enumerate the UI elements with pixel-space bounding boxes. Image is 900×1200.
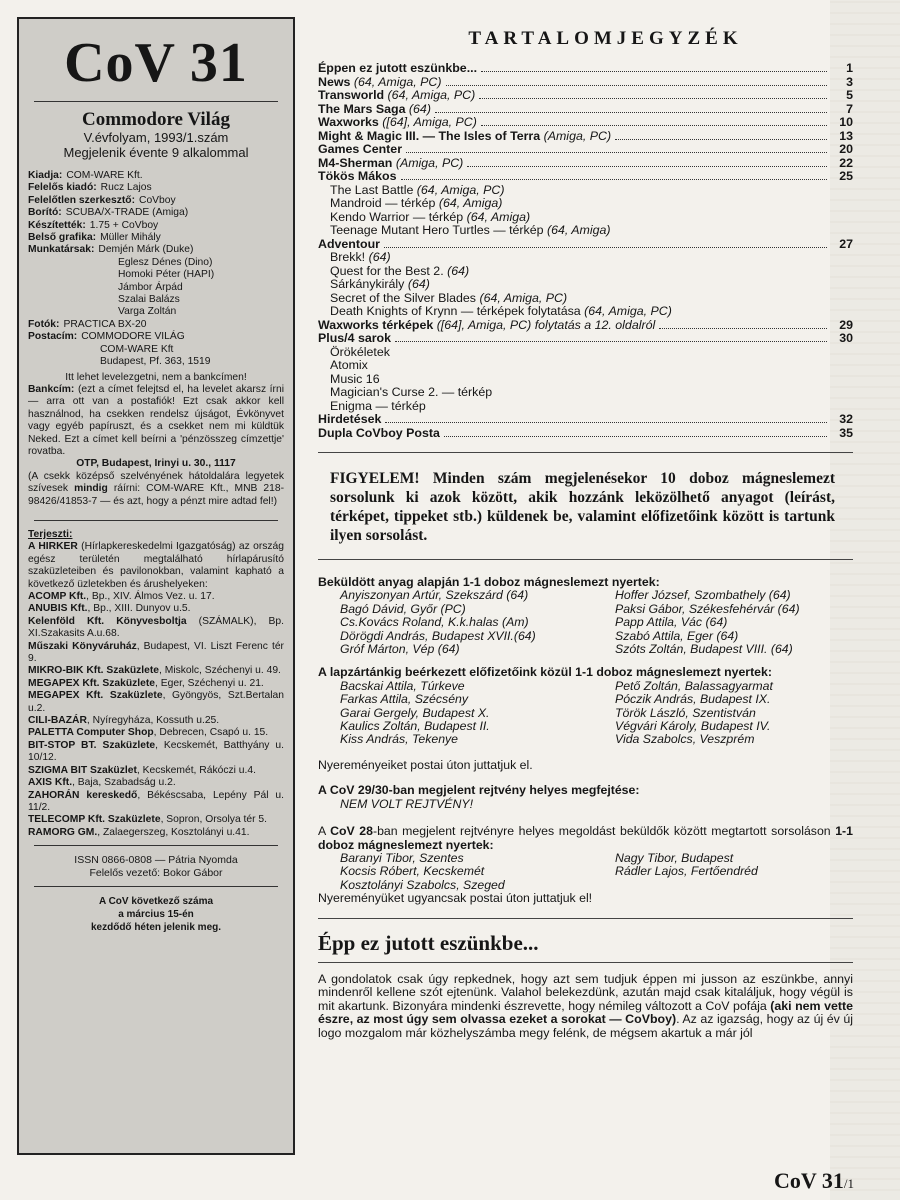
toc-entry-title: Games Center [318,142,403,156]
impressum-box [17,17,295,1155]
winner-name: Cs.Kovács Roland, K.k.halas (Am) [340,615,529,630]
distributor-entry [28,790,284,815]
toc-entry-title: The Mars Saga [318,101,406,116]
value: COM-WARE Kft [100,343,174,355]
distributor-entry [28,541,284,591]
toc-subentry[interactable] [318,211,853,225]
divider [318,452,853,453]
toc-subentry[interactable] [318,305,853,319]
text: A CoV következő száma [98,896,214,908]
toc-entry[interactable] [318,157,853,171]
toc-entry[interactable] [318,332,853,346]
toc-entry-title: Might & Magic III. — The Isles of Terra [318,128,541,143]
distributor-address: (SZÁMALK), Bp. XI.Szakasits A.u.68. [28,615,285,640]
toc-entry[interactable] [318,143,853,157]
bank-info [28,384,284,458]
postal-note: Nyereményüket ugyancsak postai úton juttatjuk el! [318,891,593,906]
page-number: /1 [843,1176,854,1191]
leader-dots [401,179,828,180]
cheque-note [28,471,284,508]
toc-subentry[interactable]: Atomix [330,358,368,372]
toc-title: TARTALOMJEGYZÉK [468,28,743,49]
toc-entry[interactable] [318,62,853,76]
distributor-entry [28,665,284,677]
value: Budapest, Pf. 363, 1519 [100,356,211,368]
toc-entry-platforms: (Amiga, PC) [540,128,612,143]
divider [34,101,278,102]
distributor-name: SZIGMA BIT Szaküzlet [28,764,137,776]
toc-subentry-platforms: (64) [404,277,430,291]
toc-entry-title: Tökös Mákos [318,169,397,183]
page-footer [774,1168,854,1194]
value: COM-WARE Kft. [66,170,143,181]
text: kezdődő héten jelenik meg. [90,922,222,934]
divider [318,559,853,560]
divider [34,520,278,521]
distributor-address: , Debrecen, Csapó u. 15. [153,727,269,739]
toc-page-number: 27 [839,236,853,251]
distributor-name: ACOMP Kft. [28,591,87,602]
toc-subentry-platforms: (64, Amiga, PC) [580,304,672,318]
distributor-address: , Békéscsaba, Lepény Pál u. 11/2. [28,789,284,813]
label: Kiadja: [28,170,63,181]
distributor-address: , Kecskemét, Batthyány u. 10/12. [28,739,284,764]
winner-name: Garai Gergely, Budapest X. [340,705,490,720]
winner-name: Kosztolányi Szabolcs, Szeged [340,877,505,892]
toc-subentry-platforms: (64, Amiga, PC) [476,290,568,305]
toc-entry-title: Hirdetések [318,412,382,426]
winner-name: Pető Zoltán, Balassagyarmat [615,678,773,693]
postal-note: Nyereményeiket postai úton juttatjuk el. [318,757,533,772]
toc-entry-text [318,143,402,157]
volume-line: V.évfolyam, 1993/1.szám [83,130,229,145]
distributor-entry [28,814,284,826]
toc-plus4-sub [318,346,853,414]
value: CoVboy [139,194,176,206]
toc-subentry-title: Sárkánykirály [330,277,405,291]
value: (ezt a címet felejtsd el, ha levelet akarsz írni — arra ott van a postafiók! Ezt csak akkor kell használnod, ha csekken rendelsz újságot, Évkönyvet vagy egyéb papíruszt, és a csekket nem mi küldtük Neked. Ezt a címet kell beírni a 'pénzösszeg címzettje' rovatba. [28,383,284,457]
winner-name: Bacskai Attila, Túrkeve [340,678,465,693]
toc-subentry[interactable]: Örökéletek [330,344,390,359]
distributor-address: , Budapest, VI. Liszt Ferenc tér 9. [28,640,284,665]
toc-page-number: 7 [846,101,853,116]
toc-entry-text [318,62,477,76]
giveaway-notice: FIGYELEM! Minden szám megjelenésekor 10 doboz mágneslemezt sorsolunk ki azok között, akik hozzánk leközölhető anyagot (leírást, térképet, tippeket stb.) küldenek be, valamint előfizetőink között is tartunk ilyen sorsolást. [330,470,835,544]
distributor-address: , Nyíregyháza, Kossuth u.25. [86,715,220,727]
text: (A csekk középső szelvényének hátoldalára legyetek szívesek [28,470,284,495]
toc-entry-text [318,130,611,144]
toc-subentry[interactable] [318,224,853,238]
winner-name: Paksi Gábor, Székesfehérvár (64) [615,601,800,616]
toc-entry[interactable] [318,170,853,184]
toc-subentry-platforms: (64) [365,250,391,264]
winner-name: Baranyi Tibor, Szentes [340,850,464,865]
distributor-address: (Hírlapkereskedelmi Igazgatóság) az ország egész területén megtalálható hírlapárusító szaküzleteiben és pavilonokban, valamint kapható a következő üzletekben és árushelyeken: [28,541,284,590]
toc-entry-text [318,76,442,90]
distributor-name: TELECOMP Kft. Szaküzlete [28,814,161,826]
toc-entry-text [318,103,431,117]
winners-list [318,680,853,747]
distributor-name: Kelenföld Kft. Könyvesboltja [28,615,187,627]
staff-member: Homoki Péter (HAPI) [118,269,215,281]
toc-subentry[interactable] [318,251,853,265]
toc-page-number: 10 [839,115,853,129]
toc-subentry-platforms: (64, Amiga) [463,209,531,224]
text: A [318,824,331,839]
distribution-entries [28,541,284,839]
leader-dots [406,152,827,153]
leader-dots [481,125,827,126]
distributor-entry [28,616,284,641]
toc-page-number: 13 [839,128,853,143]
label: Bankcím: [28,383,75,395]
leader-dots [479,98,827,99]
label: Fotók: [28,318,60,330]
winner-name: Szabó Attila, Eger (64) [615,628,739,643]
toc-subentry-title: Teenage Mutant Hero Turtles — térkép [330,223,544,237]
toc-entry[interactable] [318,103,853,117]
toc-page-number: 22 [839,155,853,170]
text: (aki nem vette észre, az most úgy sem olvassa ezeket a sorokat — CoVboy) [318,998,853,1027]
toc-subentry[interactable] [318,265,853,279]
next-issue-notice [28,895,284,934]
leader-dots [385,422,827,423]
toc-subentry-title: Secret of the Silver Blades [330,290,477,305]
toc-subentry-platforms: (64) [443,263,470,278]
toc-subentry-platforms: (64, Amiga) [543,223,611,237]
divider [34,845,278,846]
mail-note: Itt lehet levelezgetni, nem a bankcímen! [65,371,247,383]
toc-subentry[interactable]: Music 16 [330,371,380,386]
toc-entry-title: Waxworks [318,115,379,129]
toc-entry-platforms: (Amiga, PC) [392,155,464,170]
distributor-name: MEGAPEX Kft. Szaküzlete [28,677,156,689]
toc-subentry-title: The Last Battle [330,182,414,197]
leader-dots [435,112,827,113]
distributor-entry [28,765,284,777]
value: PRACTICA BX-20 [63,318,147,330]
winner-name: Kocsis Róbert, Kecskemét [340,864,485,879]
toc-subentry-title: Death Knights of Krynn — térképek folytatása [330,304,581,318]
winners-list [318,852,853,892]
toc-adventour-sub [318,251,853,319]
text: 1-1 doboz mágneslemezt nyertek: [318,824,853,852]
value: Müller Mihály [100,232,161,244]
staff-member: Jámbor Árpád [118,281,183,293]
text: CoV 28 [330,824,373,839]
toc-page-number: 5 [846,88,853,102]
toc-page-number: 32 [839,412,853,426]
label: Postacím: [28,331,78,343]
toc-entry[interactable] [318,427,853,441]
toc-subentry[interactable] [318,197,853,211]
staff-member: Demjén Márk (Duke) [98,244,194,256]
toc-entry-text [318,170,397,184]
winner-name: Szóts Zoltán, Budapest VIII. (64) [615,642,793,657]
winner-name: Vida Szabolcs, Veszprém [615,732,755,747]
riddle-heading: A CoV 29/30-ban megjelent rejtvény helyes megfejtése: [318,783,640,798]
distributor-entry [28,777,284,789]
distributor-address: , Eger, Széchenyi u. 21. [155,677,264,689]
leader-dots [444,436,827,437]
divider [318,962,853,963]
toc-tokos-sub [318,184,853,238]
toc-page-number: 20 [839,142,853,156]
distributor-address: , Bp., XIV. Álmos Vez. u. 17. [86,591,215,602]
main-column [318,28,853,1041]
distributor-entry [28,740,284,765]
winner-name: Póczik András, Budapest IX. [615,692,771,707]
distributor-entry [28,591,284,603]
toc-page-number: 3 [846,74,853,89]
distributor-entry [28,690,284,715]
toc-subentry[interactable]: Enigma — térkép [330,398,426,413]
leader-dots [467,166,827,167]
toc-entry-platforms: (64) [405,101,431,116]
winner-name: Anyiszonyan Artúr, Szekszárd (64) [340,588,529,603]
label: Készítették: [28,219,86,231]
winner-name: Kaulics Zoltán, Budapest II. [340,719,490,734]
toc-entry-title: Éppen ez jutott eszünkbe... [318,61,478,75]
toc-subentry[interactable] [318,184,853,198]
text: a március 15-én [118,909,194,921]
winner-name: Végvári Károly, Budapest IV. [615,719,771,734]
distributor-address: , Bp., XIII. Dunyov u.5. [87,603,191,615]
distributor-address: , Kecskemét, Rákóczi u.4. [136,764,256,776]
label: Felelőtlen szerkesztő: [28,194,136,206]
toc-entry[interactable] [318,116,853,130]
toc-entry-text [318,89,475,103]
toc-entry-title: News [318,74,351,89]
toc-subentry[interactable] [318,292,853,306]
staff-list [28,170,284,369]
winner-name: Dörögdi András, Budapest XVII.(64) [340,628,536,643]
toc-subentry[interactable]: Magician's Curse 2. — térkép [330,385,493,399]
distributor-address: , Baja, Szabadság u.2. [72,777,176,789]
distributor-name: BIT-STOP BT. Szaküzlete [28,739,156,751]
magazine-logo: CoV 31 [64,32,248,94]
leader-dots [395,341,827,342]
value: Rucz Lajos [100,182,152,194]
distribution-heading: Terjeszti: [28,528,73,540]
toc-page-number: 29 [839,317,853,332]
distributor-address: , Sopron, Orsolya tér 5. [160,814,268,826]
winner-name: Kiss András, Tekenye [340,732,459,747]
leader-dots [659,328,827,329]
text: ráírni: COM-WARE Kft., MNB 218-98426/41853-7 — és azt, hogy a pénzt mire adtad fel!) [28,483,284,507]
text: A gondolatok csak úgy repkednek, hogy azt sem tudjuk éppen mi jusson az eszünkbe, annyi mindenről kellene szót ejtenünk. Valahol belekezdünk, azután majd csak kitaláljuk, hogy végül is mit akartunk. Bizonyára mindenki észrevette, hogy némileg változott a CoV pofája [318,971,853,1013]
distributor-entry [28,678,284,690]
leader-dots [615,139,827,140]
toc-subentry-title: Quest for the Best 2. [330,263,444,278]
winner-name: Török László, Szentistván [615,705,756,720]
distributor-address: , Miskolc, Széchenyi u. 49. [159,665,281,677]
toc-entry-text [318,157,463,171]
toc-entry-title: Dupla CoVboy Posta [318,425,440,440]
label: Munkatársak: [28,244,95,256]
toc-entry-platforms: ([64], Amiga, PC) folytatás a 12. oldalról [433,317,656,332]
distributor-name: MIKRO-BIK Kft. Szaküzlete [28,665,160,677]
value: 1.75 + CoVboy [89,219,159,231]
distributor-name: RAMORG GM. [28,826,98,838]
winner-name [615,879,875,892]
winner-name: Gróf Márton, Vép (64) [340,642,460,657]
toc-entry[interactable] [318,319,853,333]
label: Belső grafika: [28,232,97,244]
winners-list [318,589,853,656]
staff-member: Szalai Balázs [118,294,180,306]
publication-name: Commodore Világ [82,109,230,130]
toc-entry-title: M4-Sherman [318,155,393,170]
cov28-intro [318,825,853,852]
value: SCUBA/X-TRADE (Amiga) [65,207,189,219]
distributor-address: , Gyöngyös, Szt.Bertalan u.2. [28,690,284,714]
toc-entry-platforms: (64, Amiga, PC) [384,88,476,102]
toc-subentry-platforms: (64, Amiga, PC) [413,182,505,197]
label: Borító: [28,207,62,219]
issn-line [28,854,284,880]
toc-entry[interactable] [318,413,853,427]
toc-entry-title: Plus/4 sarok [318,331,392,345]
divider [318,918,853,919]
leader-dots [446,85,828,86]
label: Felelős kiadó: [28,182,97,194]
distributor-address: , Zalaegerszeg, Kosztolányi u.41. [97,826,250,838]
toc-entry-title: Waxworks térképek [318,317,434,332]
toc-items [318,62,853,184]
text: mindig [74,483,108,495]
riddle-answer: NEM VOLT REJTVÉNY! [340,796,474,811]
toc-subentry-platforms: (64, Amiga) [435,196,503,210]
distributor-entry [28,727,284,739]
winner-name: Nagy Tibor, Budapest [615,850,734,865]
winner-name: Rádler Lajos, Fertőendréd [615,864,758,879]
toc-entry[interactable] [318,89,853,103]
winner-name: Papp Attila, Vác (64) [615,615,728,630]
text: . Az az igazság, hogy az új év új logo mozgalom már közhelyszámba megy felénk, de mégsem akartuk a már jól [318,1012,853,1040]
distributor-name: PALETTA Computer Shop [28,727,154,739]
toc-entry-text [318,116,477,130]
toc-page-number: 1 [846,61,853,75]
toc-subentry-title: Mandroid — térkép [330,196,436,210]
distributor-name: MEGAPEX Kft. Szaküzlete [28,690,163,702]
winner-name: Farkas Attila, Szécsény [340,692,469,707]
distributor-name: A HIRKER [28,541,78,553]
distribution-list [28,529,284,839]
footer-magazine: CoV 31 [773,1168,844,1193]
distributor-entry [28,603,284,615]
toc-page-number: 25 [839,169,853,183]
winners-heading: A lapzártánkig beérkezett előfizetőink közül 1-1 doboz mágneslemezt nyertek: [318,665,772,680]
toc-entry[interactable] [318,130,853,144]
toc-entry-title: Transworld [318,88,385,102]
toc-entry[interactable] [318,76,853,90]
text: -ban megjelent rejtvényre helyes megoldást beküldők között megtartott sorsoláson [372,824,836,839]
divider [34,886,278,887]
printer-manager: Felelős vezető: Bokor Gábor [89,867,223,880]
value: COMMODORE VILÁG [81,331,185,343]
toc-page-number: 35 [839,425,853,440]
distributor-entry [28,715,284,727]
toc-subentry-title: Kendo Warrior — térkép [330,209,464,224]
distributor-name: CILI-BAZÁR [28,715,87,727]
toc-page-number: 30 [839,331,853,345]
winner-name: Hoffer József, Szombathely (64) [615,588,791,603]
distributor-name: ANUBIS Kft. [28,603,88,615]
toc-entry-title: Adventour [318,236,380,251]
winner-name: Bagó Dávid, Győr (PC) [340,601,466,616]
bank-address: OTP, Budapest, Irinyi u. 30., 1117 [76,458,236,470]
distributor-name: Műszaki Könyváruház [28,640,137,652]
distributor-name: ZAHORÁN kereskedő [28,789,138,801]
toc-subentry-title: Brekk! [330,250,366,264]
staff-member: Eglesz Dénes (Dino) [118,256,213,268]
staff-member: Varga Zoltán [118,306,177,318]
toc-entry-platforms: (64, Amiga, PC) [350,74,442,89]
article-title: Épp ez jutott eszünkbe... [318,930,539,955]
article-body [318,973,853,1041]
winners-heading: Beküldött anyag alapján 1-1 doboz mágneslemezt nyertek: [318,575,660,589]
leader-dots [481,71,827,72]
table-of-contents [318,62,853,440]
issn: ISSN 0866-0808 — Pátria Nyomda [74,854,238,867]
distributor-entry [28,641,284,666]
distributor-entry [28,827,284,839]
leader-dots [384,247,827,248]
toc-entry-platforms: ([64], Amiga, PC) [378,115,477,129]
toc-entry[interactable] [318,238,853,252]
frequency-line: Megjelenik évente 9 alkalommal [63,145,249,160]
toc-subentry[interactable] [318,278,853,292]
distributor-name: AXIS Kft. [28,777,73,789]
